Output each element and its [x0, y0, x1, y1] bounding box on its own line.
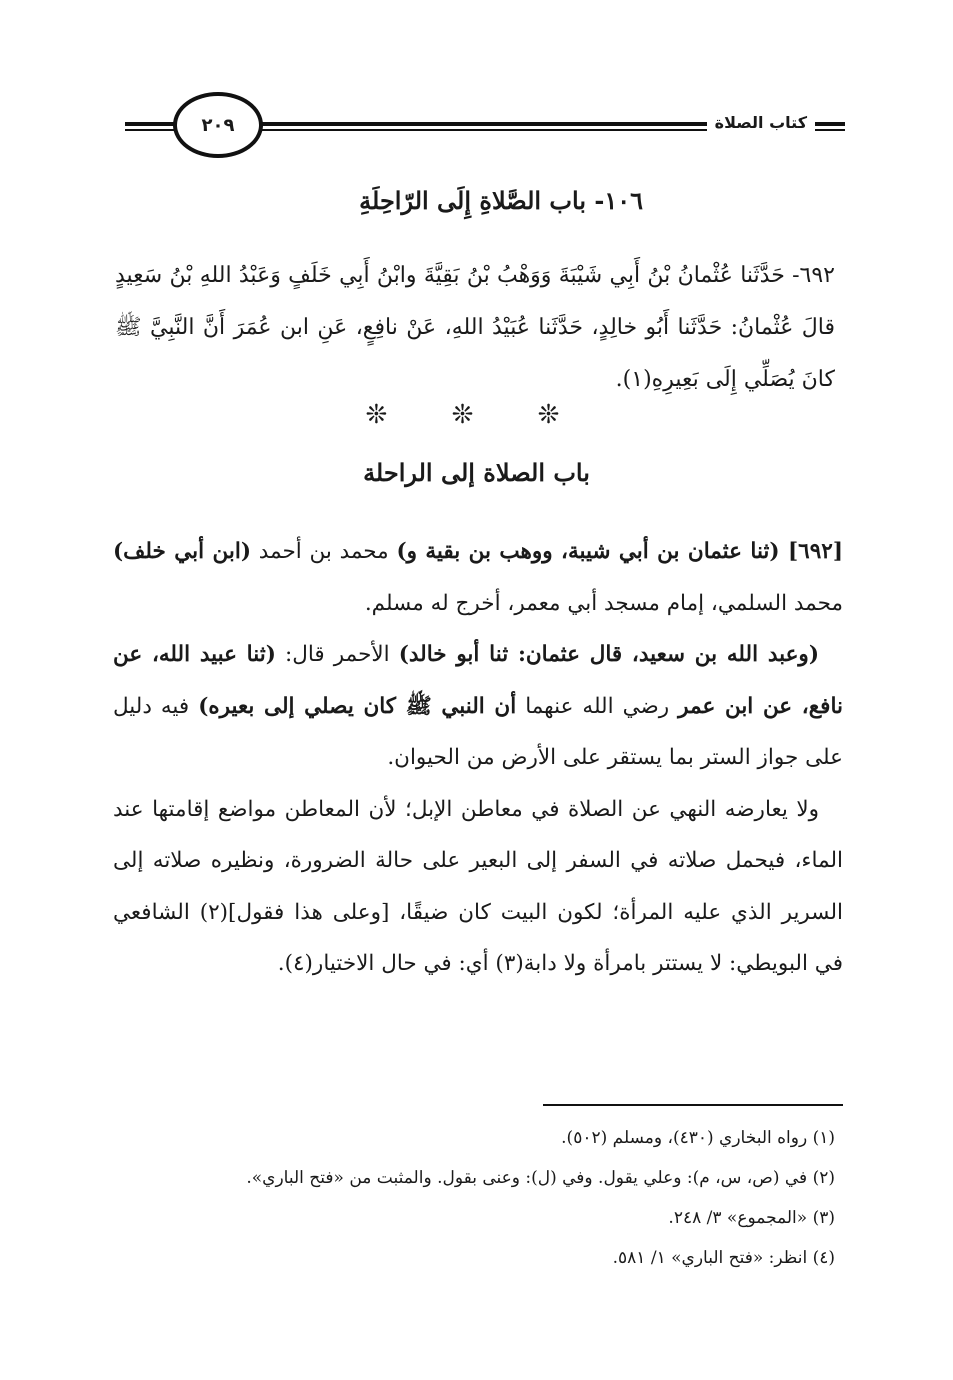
footnote-2: (٢) في (ص، س، م): وعلي يقول. وفي (ل): وعنى بقول. والمثبت من «فتح الباري». — [246, 1168, 835, 1188]
commentary-bold: أن النبي ﷺ كان يصلي إلى بعيره) — [198, 693, 517, 719]
commentary-text: فيه دليل على جواز الستر بما يستقر على الأرض من الحيوان. — [113, 693, 843, 770]
footnote-4: (٤) انظر: «فتح الباري» ١/ ٥٨١. — [612, 1248, 835, 1268]
commentary-block — [113, 526, 843, 990]
commentary-text: محمد بن أحمد — [251, 539, 397, 564]
commentary-text: محمد السلمي، إمام مسجد أبي معمر، أخرج له مسلم. — [364, 590, 843, 616]
hadith-text-block — [115, 250, 835, 406]
section-title: باب الصلاة إلى الراحلة — [363, 458, 590, 487]
chapter-title: ١٠٦- باب الصَّلاةِ إِلَى الرّاحِلَةِ — [359, 186, 643, 215]
book-title: كتاب الصلاة — [707, 110, 815, 136]
page-number — [173, 92, 263, 158]
footnote-1: (١) رواه البخاري (٤٣٠)، ومسلم (٥٠٢). — [561, 1128, 835, 1148]
commentary-text: الأحمر قال: — [275, 642, 399, 667]
page-number-text: ٢٠٩ — [201, 114, 235, 136]
commentary-bold: (ابن أبي خلف) — [113, 539, 252, 564]
page-header — [125, 92, 845, 162]
commentary-bold: [٦٩٢] (ثنا عثمان بن أبي شيبة، ووهب بن بقية و) — [396, 539, 844, 564]
footnote-divider — [543, 1104, 843, 1106]
section-separator: ❊ ❊ ❊ — [365, 400, 588, 430]
footnotes — [115, 1118, 835, 1278]
commentary-text: رضي الله عنهما — [516, 693, 679, 719]
commentary-paragraph-3: ولا يعارضه النهي عن الصلاة في معاطن الإبل؛ لأن المعاطن مواضع إقامتها عند الماء، فيحمل صلاته في السفر إلى البعير على حالة الضرورة، ونظيره صلاته إلى السرير الذي عليه المرأة؛ لكون البيت كان ضيقًا، [وعلى هذا فقول](٢) الشافعي في البويطي: لا يستتر بامرأة ولا دابة(٣) أي: في حال الاختيار(٤). — [113, 796, 843, 976]
commentary-bold: (ثنا عبيد الله، عن نافع، عن ابن عمر — [113, 642, 843, 719]
commentary-paragraph-2 — [113, 629, 843, 784]
footnote-3: (٣) «المجموع» ٣/ ٢٤٨. — [668, 1208, 835, 1228]
hadith-text: ٦٩٢- حَدَّثَنا عُثْمانُ بْنُ أَبِي شَيْبَةَ وَوَهْبُ بْنُ بَقِيَّةَ وابْنُ أَبِي خَلَفٍ وَعَبْدُ اللهِ بْنُ سَعِيدٍ قالَ عُثْمانُ: حَدَّثَنا أَبُو خالِدٍ، حَدَّثَنا عُبَيْدُ اللهِ، عَنْ نافِعٍ، عَنِ ابن عُمَرَ أَنَّ النَّبِيَّ ﷺ كانَ يُصَلِّي إِلَى بَعِيرِهِ(١). — [115, 263, 835, 392]
commentary-paragraph-1 — [113, 526, 843, 629]
commentary-bold: (وعبد الله بن سعيد، قال عثمان: ثنا أبو خالد) — [398, 642, 819, 667]
